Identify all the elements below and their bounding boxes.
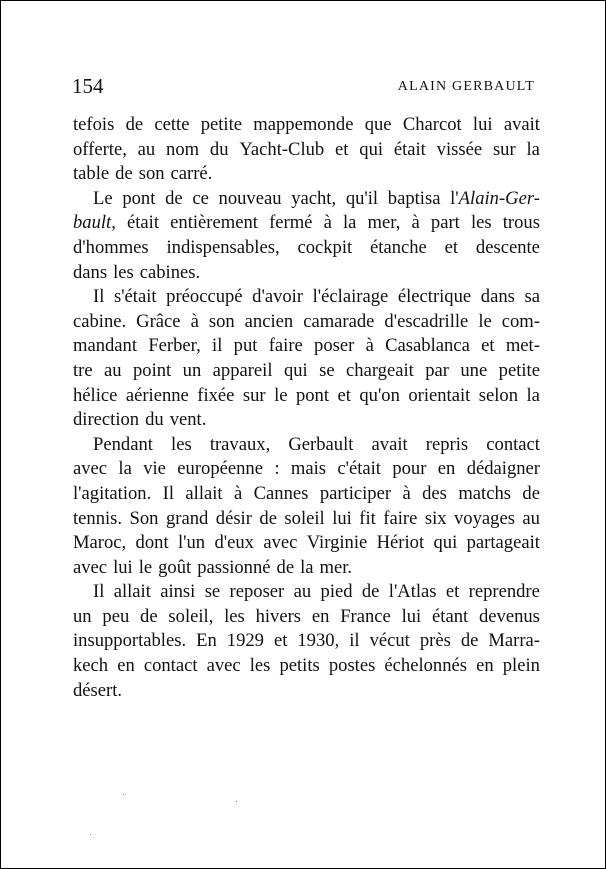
word: hélice [73,384,118,406]
word: repris [425,433,469,455]
word: du [145,409,164,431]
scan-speck [90,834,91,835]
word: Virginie [306,532,368,554]
word: soleil, [168,605,214,627]
word: qui [359,138,384,160]
word: reprendre [468,581,540,603]
word: de [125,114,144,135]
text-line [73,433,540,458]
word: cockpit [297,236,353,258]
word: partageait [466,532,540,554]
word: qu'il [345,187,379,209]
word: à [233,482,243,504]
text-line [73,334,540,359]
word: électrique [397,286,472,308]
text-line [73,679,540,704]
word: Grâce [136,310,181,332]
word: d'eux [214,532,254,554]
word: la [342,212,357,234]
paragraph [73,187,540,285]
text-line [73,261,540,286]
word: désert. [73,679,123,701]
word: il [212,335,223,357]
text-line [73,507,540,532]
text-line [73,310,540,335]
word: 1930, [297,630,340,652]
word: com- [501,310,540,332]
word: Casablanca [385,335,470,357]
word: tennis. [73,507,123,529]
word: le [478,310,492,332]
running-head: ALAIN GERBAULT [397,79,535,94]
word: qu'on [359,384,400,406]
word: du [209,138,229,160]
word: France [340,605,391,627]
word: cette [154,114,190,135]
word: table [73,163,110,185]
word: à [323,212,332,234]
word: matchs [458,482,511,504]
word: carré. [170,163,213,185]
text-line [73,384,540,409]
word: cabines. [139,261,201,283]
word: et [335,138,349,160]
word: yacht, [291,187,337,209]
paragraph [73,285,540,433]
word: de [140,605,158,627]
word: Charcot [402,114,462,135]
word: mer, [367,212,401,234]
word: Le [93,187,113,209]
text-line [73,138,540,163]
word: tefois [73,114,115,135]
word: son [208,310,235,332]
word: petite [200,114,243,135]
word: à [190,310,199,332]
word: était [393,138,426,160]
word: d'hommes [73,236,149,258]
word: allait [185,482,223,504]
word: les [171,433,192,455]
word: fermé [269,212,313,234]
word: la [526,138,540,160]
word: l' [450,187,459,209]
word: européenne [177,458,263,480]
word: trous [502,212,540,234]
yacht-name: bault, [73,212,116,234]
word: Yacht-Club [239,138,325,160]
word: Il [93,581,105,603]
word: ancien [244,310,294,332]
word: de [276,556,295,578]
word: son [138,163,165,185]
word: pour [392,458,427,480]
word: que [364,114,392,135]
word: six [424,507,447,529]
word: kech [73,655,109,677]
word: de [460,630,479,652]
word: Marra- [488,630,540,652]
word: d'escadrille [384,310,469,332]
word: en [476,655,494,677]
text-line [73,457,540,482]
text-line [73,605,540,630]
word: de [522,482,540,504]
word: passionné [197,556,271,578]
word: et [444,236,459,258]
word: avec [263,532,298,554]
word: plein [502,655,540,677]
word: fit [359,507,376,529]
word: avait [503,114,540,135]
word: Maroc, [73,532,127,554]
text-line [73,482,540,507]
word: vie [143,458,166,480]
word: dédaigner [466,458,540,480]
word: Gerbault [288,433,354,455]
word: selon [478,384,519,406]
word: fixée [197,384,235,406]
word: mandant [73,335,138,357]
word: de [115,163,133,185]
word: un [182,359,202,381]
word: lui [332,507,352,529]
word: la [118,458,132,480]
word: les [470,212,492,234]
word: faire [268,335,303,357]
word: le [138,556,153,578]
word: et [273,630,288,652]
word: goût [158,556,192,578]
word: à [411,212,420,234]
word: entièrement [170,212,258,234]
word: met- [505,335,540,357]
word: échelonnés [384,655,468,677]
yacht-name: Alain-Ger- [458,187,540,209]
text-line [73,162,540,187]
word: l'Atlas [388,581,437,603]
text-line [73,408,540,433]
text-line [73,211,540,236]
text-line [73,629,540,654]
word: qui [283,359,308,381]
page-header [72,74,535,104]
word: faire [383,507,418,529]
word: voyages [454,507,515,529]
word: les [224,605,245,627]
word: étanche [370,236,427,258]
word: avait [371,433,408,455]
word: : [274,458,280,480]
word: sur [492,138,516,160]
word: avec [73,458,108,480]
text-line [73,113,540,138]
word: cabine. [73,310,127,332]
word: Hériot [376,532,425,554]
scan-speck [236,801,237,802]
word: peu [102,605,130,627]
word: mais [290,458,326,480]
word: reposer [229,581,285,603]
word: par [425,359,449,381]
text-line [73,556,540,581]
word: de [165,187,183,209]
word: travaux, [209,433,271,455]
word: descente [475,236,540,258]
word: lui [401,605,422,627]
word: pont [122,187,156,209]
word: à [365,335,374,357]
word: vécut [369,630,410,652]
word: ce [192,187,209,209]
word: étant [432,605,469,627]
word: chargeait [346,359,414,381]
text-line [73,654,540,679]
word: et [445,581,460,603]
word: aérienne [125,384,189,406]
word: de [361,581,380,603]
body-text [73,113,540,703]
word: les [113,261,134,283]
text-line [73,285,540,310]
word: dans [73,261,108,283]
word: des [422,482,447,504]
word: baptisa [387,187,441,209]
word: les [249,655,271,677]
word: poser [314,335,355,357]
word: l'éclairage [312,286,389,308]
word: mappemonde [253,114,354,135]
word: point [133,359,172,381]
word: part [430,212,460,234]
text-line [73,580,540,605]
word: il [349,630,360,652]
word: un [73,605,92,627]
word: et [337,384,351,406]
word: camarade [303,310,375,332]
paragraph [73,113,540,187]
word: lui [113,556,133,578]
word: sa [524,286,540,308]
word: lui [472,114,493,135]
paragraph [73,433,540,581]
word: grand [165,507,209,529]
word: vent. [169,409,207,431]
word: dans [480,286,515,308]
word: la [300,556,314,578]
word: qui [433,532,458,554]
word: indispensables, [166,236,280,258]
word: avec [206,655,241,677]
word: et [481,335,495,357]
word: était [127,212,160,234]
word: dont [135,532,169,554]
word: le [274,384,288,406]
word: d'avoir [252,286,304,308]
word: mer. [319,556,353,578]
word: petite [498,359,540,381]
text-line [73,359,540,384]
word: c'était [337,458,381,480]
word: devenus [478,605,540,627]
word: à [402,482,411,504]
word: pont [295,384,330,406]
word: la [526,384,540,406]
word: participer [319,482,392,504]
word: avec [73,556,108,578]
word: appareil [212,359,273,381]
word: insupportables. [73,630,187,652]
word: orientait [408,384,471,406]
word: en [311,605,330,627]
word: l'agitation. [73,482,152,504]
word: sur [242,384,266,406]
page-number: 154 [72,74,104,98]
word: au [293,581,312,603]
word: offerte, [73,138,127,160]
word: En [196,630,217,652]
word: postes [328,655,376,677]
word: se [204,581,221,603]
word: 1929 [226,630,264,652]
word: en [437,458,456,480]
word: de [259,507,277,529]
word: contact [143,655,198,677]
word: pied [320,581,353,603]
word: préoccupé [166,286,243,308]
word: au [137,138,156,160]
word: vissée [436,138,483,160]
word: Ferber, [148,335,201,357]
word: une [460,359,488,381]
paragraph [73,580,540,703]
word: ainsi [160,581,196,603]
word: l'un [177,532,206,554]
text-line [73,236,540,261]
word: allait [113,581,151,603]
word: Pendant [93,433,153,455]
word: nouveau [218,187,282,209]
word: Il [162,482,174,504]
word: près [419,630,451,652]
text-line [73,187,540,212]
word: Son [129,507,159,529]
scan-speck [123,794,124,795]
word: s'était [113,286,157,308]
word: désir [215,507,252,529]
word: Cannes [253,482,309,504]
word: en [117,655,135,677]
word [450,187,540,212]
word: se [319,359,335,381]
word: Il [93,286,105,308]
word: put [233,335,258,357]
word: au [104,359,122,381]
text-line [73,531,540,556]
word: soleil [284,507,325,529]
word: nom [166,138,200,160]
word: petits [279,655,320,677]
word: contact [486,433,540,455]
word: direction [73,409,140,431]
word: hivers [255,605,302,627]
word: tre [73,359,93,381]
word: au [522,507,540,529]
